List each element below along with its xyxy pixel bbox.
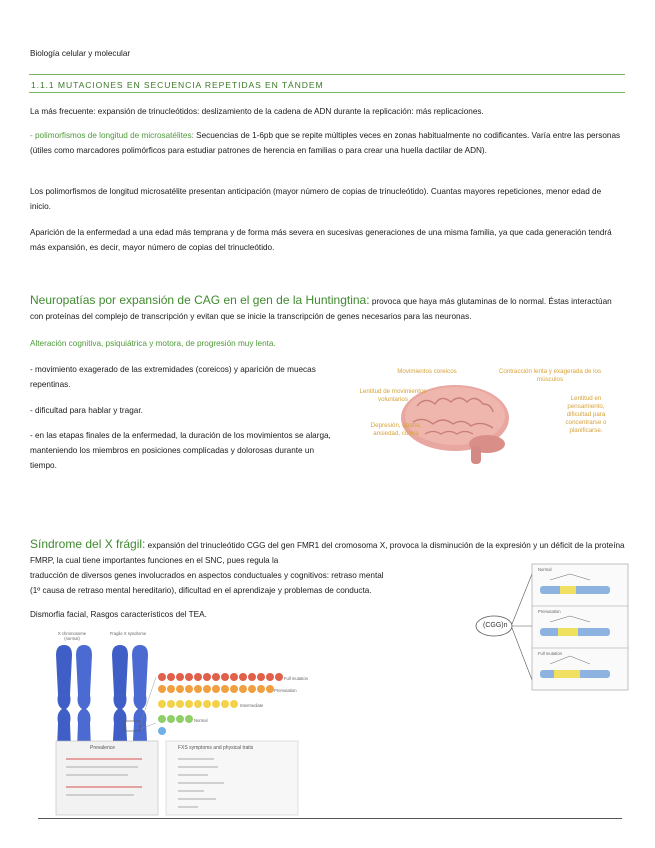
repeat-label-full: Full mutation <box>284 676 308 681</box>
repeat-row-full <box>158 673 283 681</box>
fragile-x-figure <box>38 625 318 817</box>
repeat-row-normal <box>158 715 193 723</box>
brain-label-depression: Depresión, apatía, ansiedad, cólera <box>370 422 422 437</box>
brain-label-contraction: Contracción lenta y exagerada de los músculos <box>498 368 602 383</box>
repeat-row-premutation <box>158 685 274 693</box>
section-title: 1.1.1 MUTACIONES EN SECUENCIA REPETIDAS EN TÁNDEM <box>31 80 324 90</box>
fragilx-dysmorphia: Dismorfia facial, Rasgos característicos del TEA. <box>30 610 207 619</box>
prevalence-box-title: Prevalence <box>90 745 116 751</box>
symptom-speech: - dificultad para hablar y tragar. <box>30 406 143 415</box>
chromosome-illustration <box>38 625 318 817</box>
huntington-intro: provoca que haya más glutaminas de lo normal. Éstas interactúan con proteínas del complejo de transcripción y evitan que se inicie la transcripción de genes necesarios para las neuronas. <box>30 297 612 321</box>
section-rule-top <box>29 74 625 75</box>
paragraph-early-onset: Aparición de la enfermedad a una edad más temprana y de forma más severa en sucesivas generaciones de una misma familia, ya que cada generación tendrá más expansión, es decir, mayor número de copias del trinucleótido. <box>30 228 612 252</box>
fragilx-text2: traducción de diversos genes involucrados en aspectos conductuales y cognitivos: retraso mental <box>30 571 384 580</box>
repeat-row-intermediate <box>158 700 238 708</box>
microsatellite-term: - polimorfismos de longitud de microsatélites: <box>30 131 194 140</box>
symptom-late-stage: - en las etapas finales de la enfermedad, la duración de los movimientos se alarga, manteniendo los miembros en posiciones complicadas y dolorosas durante un tiempo. <box>30 431 331 470</box>
huntington-paragraph <box>30 293 622 324</box>
bottom-rule <box>38 818 622 819</box>
panel-label-full: Full mutation <box>538 651 562 656</box>
brain-label-thinking: Lentitud en pensamiento, dificultad para concentrarse o planificarse. <box>565 395 607 434</box>
repeat-label-premutation: Premutation <box>274 688 297 693</box>
brain-label-voluntary: Lentitud de movimientos voluntarios <box>359 388 427 403</box>
traits-box-title: FXS symptoms and physical traits <box>178 745 254 751</box>
fragilx-text1: expansión del trinucleótido CGG del gen FMR1 del cromosoma X, provoca la disminución de la expresión y un déficit de la proteína FMRP, la cual tiene importantes funciones en el SNC, pues regula la <box>30 541 625 565</box>
microsatellite-definition: Secuencias de 1-6pb que se repite múltiples veces en zonas habitualmente no codificantes. Varía entre las personas (útiles como marcadores polimórficos para estudiar patrones de herencia en familias o para crear una huella dactilar de ADN). <box>30 131 621 155</box>
repeat-label-normal: Normal <box>194 718 208 723</box>
paragraph-anticipation: Los polimorfismos de longitud microsatélite presentan anticipación (mayor número de copias de trinucleótido). Cuantas mayores repeticiones, menor edad de inicio. <box>30 187 602 211</box>
panel-label-normal: Normal <box>538 567 552 572</box>
fragilx-title: Síndrome del X frágil: <box>30 537 146 551</box>
course-header: Biología celular y molecular <box>30 49 131 58</box>
paragraph-microsatellites <box>30 128 622 158</box>
huntington-title: Neuropatías por expansión de CAG en el gen de la Huntingtina: <box>30 293 370 307</box>
symptom-chorea: - movimiento exagerado de las extremidades (coreicos) y aparición de muecas repentinas. <box>30 365 316 389</box>
huntington-subtitle: Alteración cognitiva, psiquiátrica y motora, de progresión muy lenta. <box>30 339 276 348</box>
section-rule-bottom <box>29 92 625 93</box>
chrom-label-fragile: Fragile X syndrome <box>109 631 147 636</box>
paragraph-frequency: La más frecuente: expansión de trinucleótidos: deslizamiento de la cadena de ADN durante la replicación: más replicaciones. <box>30 107 484 116</box>
panel-label-premutation: Premutation <box>538 609 561 614</box>
chrom-label-normal: X chromosome (normal) <box>57 631 87 641</box>
cgg-n-label: (CGG)n <box>483 622 508 629</box>
fragilx-text3: (1º causa de retraso mental hereditario), dificultad en el aprendizaje y problemas de conducta. <box>30 586 372 595</box>
repeat-label-intermediate: Intermediate <box>240 703 264 708</box>
brain-label-chorea: Movimientos coreicos <box>397 368 457 375</box>
